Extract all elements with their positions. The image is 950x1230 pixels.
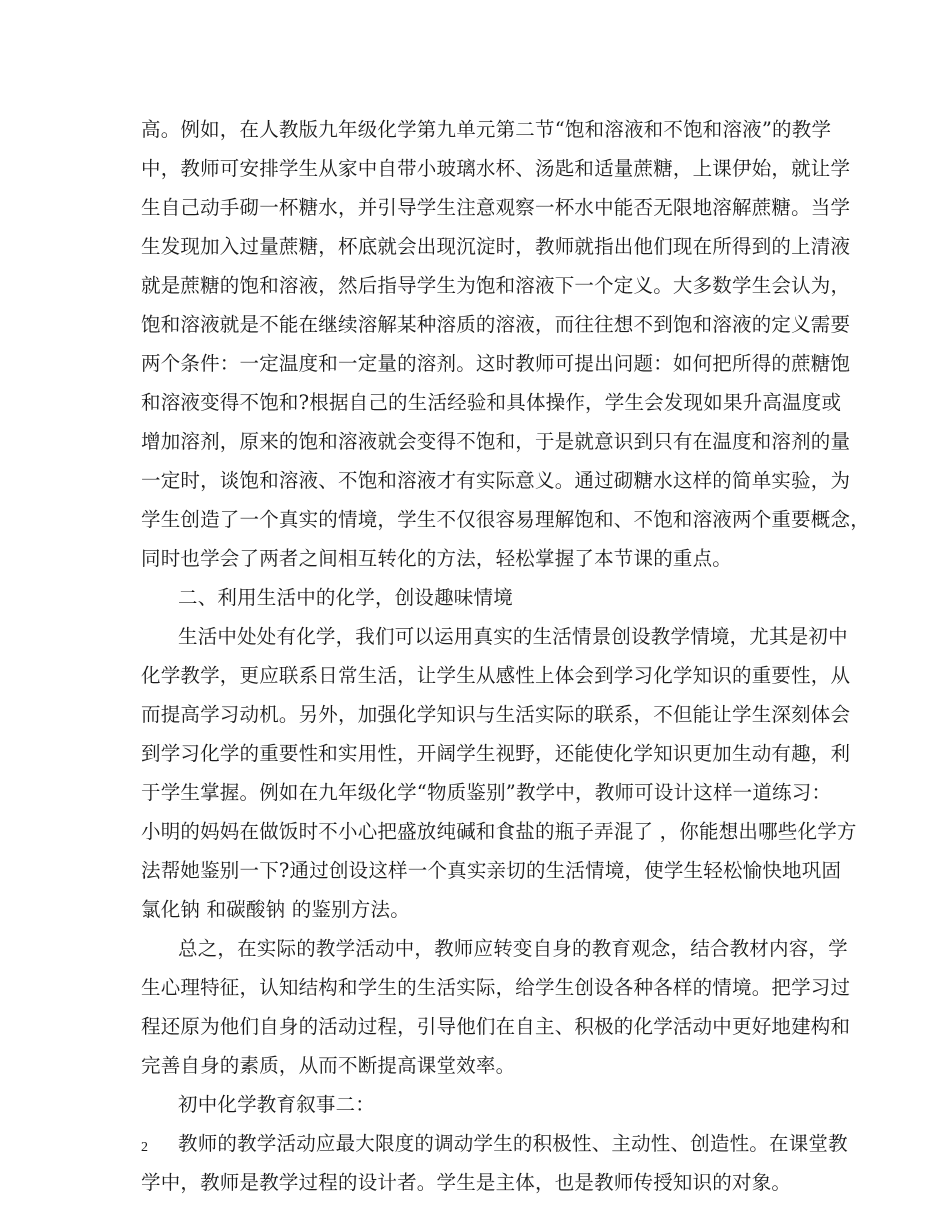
text-line: 中，教师可安排学生从家中自带小玻璃水杯、汤匙和适量蔗糖，上课伊始，就让学	[141, 157, 851, 180]
section-heading: 二、利用生活中的化学，创设趣味情境	[178, 586, 513, 609]
text-line: 同时也学会了两者之间相互转化的方法，轻松掌握了本节课的重点。	[141, 547, 733, 570]
text-line: 一定时，谈饱和溶液、不饱和溶液才有实际意义。通过砌糖水这样的简单实验，为	[141, 469, 851, 492]
text-line: 完善自身的素质，从而不断提高课堂效率。	[141, 1054, 516, 1077]
text-line: 化学教学，更应联系日常生活，让学生从感性上体会到学习化学知识的重要性，从	[141, 664, 851, 687]
text-line: 学中，教师是教学过程的设计者。学生是主体，也是教师传授知识的对象。	[141, 1171, 792, 1194]
text-line: 生活中处处有化学，我们可以运用真实的生活情景创设教学情境，尤其是初中	[178, 625, 848, 648]
page-number: 2	[141, 1140, 148, 1155]
text-line: 程还原为他们自身的活动过程，引导他们在自主、积极的化学活动中更好地建构和	[141, 1015, 851, 1038]
text-line: 到学习化学的重要性和实用性，开阔学生视野，还能使化学知识更加生动有趣，利	[141, 742, 851, 765]
text-line: 法帮她鉴别一下?通过创设这样一个真实亲切的生活情境，使学生轻松愉快地巩固	[141, 859, 842, 882]
text-line: 生自己动手砌一杯糖水，并引导学生注意观察一杯水中能否无限地溶解蔗糖。当学	[141, 196, 851, 219]
text-line: 生发现加入过量蔗糖，杯底就会出现沉淀时，教师就指出他们现在所得到的上清液	[141, 235, 851, 258]
text-line: 高。例如，在人教版九年级化学第九单元第二节“饱和溶液和不饱和溶液”的教学	[141, 118, 832, 141]
text-line: 于学生掌握。例如在九年级化学“物质鉴别”教学中，教师可设计这样一道练习：	[141, 781, 832, 804]
text-line: 小明的妈妈在做饭时不小心把盛放纯碱和食盐的瓶子弄混了 ，你能想出哪些化学方	[141, 820, 857, 843]
text-line: 饱和溶液就是不能在继续溶解某种溶质的溶液，而往往想不到饱和溶液的定义需要	[141, 313, 851, 336]
text-line: 而提高学习动机。另外，加强化学知识与生活实际的联系，不但能让学生深刻体会	[141, 703, 851, 726]
text-line: 两个条件：一定温度和一定量的溶剂。这时教师可提出问题：如何把所得的蔗糖饱	[141, 352, 851, 375]
text-line: 生心理特征，认知结构和学生的生活实际，给学生创设各种各样的情境。把学习过	[141, 976, 851, 999]
text-line: 增加溶剂，原来的饱和溶液就会变得不饱和，于是就意识到只有在温度和溶剂的量	[141, 430, 851, 453]
text-line: 和溶液变得不饱和?根据自己的生活经验和具体操作，学生会发现如果升高温度或	[141, 391, 842, 414]
section-heading: 初中化学教育叙事二：	[178, 1093, 376, 1116]
text-line: 学生创造了一个真实的情境，学生不仅很容易理解饱和、不饱和溶液两个重要概念，	[141, 508, 870, 531]
text-line: 教师的教学活动应最大限度的调动学生的积极性、主动性、创造性。在课堂教	[178, 1132, 848, 1155]
text-line: 就是蔗糖的饱和溶液，然后指导学生为饱和溶液下一个定义。大多数学生会认为，	[141, 274, 851, 297]
text-line: 氯化钠 和碳酸钠 的鉴别方法。	[141, 898, 410, 921]
text-line: 总之，在实际的教学活动中，教师应转变自身的教育观念，结合教材内容，学	[178, 937, 848, 960]
